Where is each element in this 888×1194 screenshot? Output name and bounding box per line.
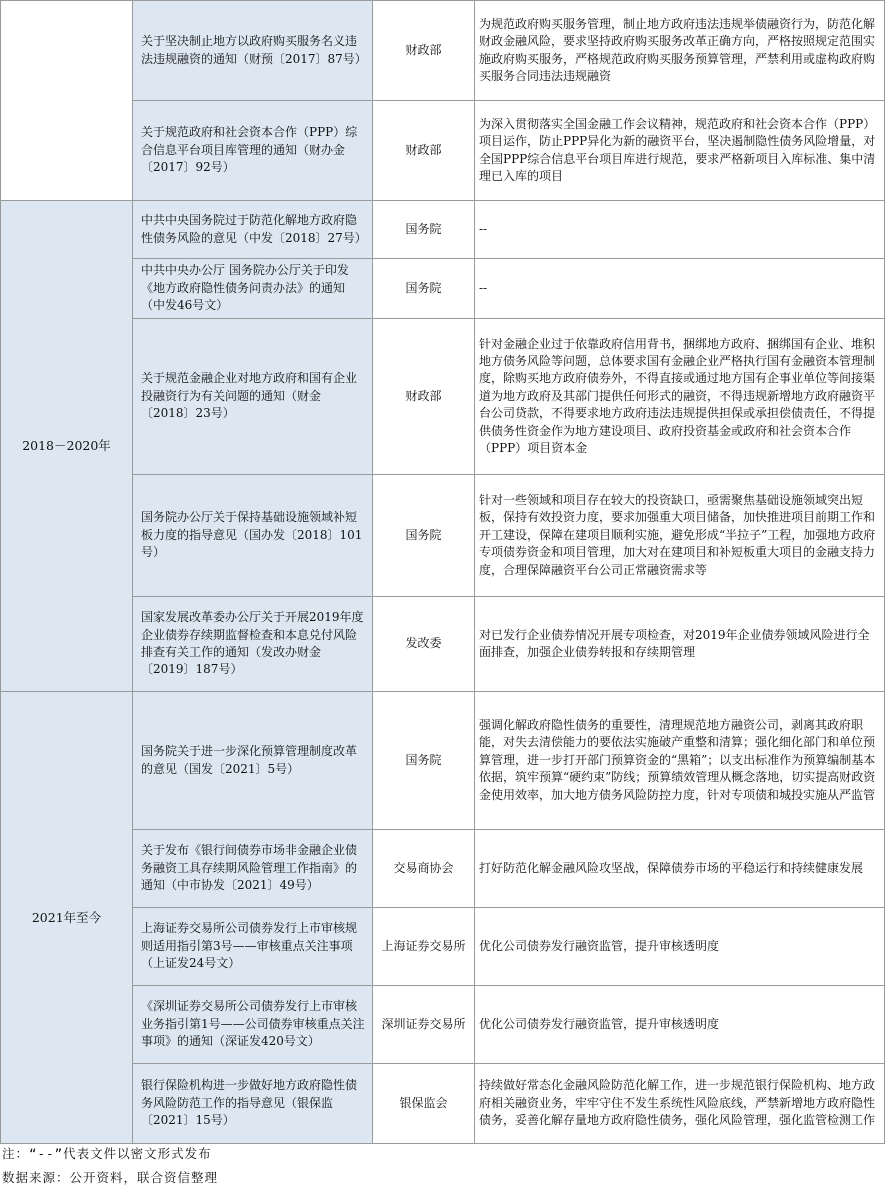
doc-title-cell: 国家发展改革委办公厅关于开展2019年度企业债券存续期监督检查和本息兑付风险排查有关工作的通知（发改办财金〔2019〕187号） bbox=[133, 597, 373, 692]
dept-cell: 发改委 bbox=[373, 597, 475, 692]
table-row bbox=[1, 319, 885, 475]
dept-cell: 深圳证券交易所 bbox=[373, 986, 475, 1064]
footnote: 注：“--”代表文件以密文形式发布 bbox=[2, 1146, 212, 1161]
source-note: 数据来源：公开资料，联合资信整理 bbox=[2, 1170, 219, 1185]
desc-cell: 打好防范化解金融风险攻坚战，保障债券市场的平稳运行和持续健康发展 bbox=[475, 830, 885, 908]
table-row bbox=[1, 908, 885, 986]
period-cell: 2021年至今 bbox=[1, 692, 133, 1144]
desc-cell: 优化公司债券发行融资监管，提升审核透明度 bbox=[475, 908, 885, 986]
doc-title-cell: 银行保险机构进一步做好地方政府隐性债务风险防范工作的指导意见（银保监〔2021〕15号） bbox=[133, 1064, 373, 1144]
dept-cell: 上海证券交易所 bbox=[373, 908, 475, 986]
table-row bbox=[1, 201, 885, 259]
dept-cell: 交易商协会 bbox=[373, 830, 475, 908]
desc-cell: 为规范政府购买服务管理，制止地方政府违法违规举债融资行为，防范化解财政金融风险，要求坚持政府购买服务改革正确方向，严格按照规定范围实施政府购买服务，严格规范政府购买服务预算管理，严禁利用或虚构政府购买服务合同违法违规融资 bbox=[475, 1, 885, 101]
doc-title-cell: 国务院关于进一步深化预算管理制度改革的意见（国发〔2021〕5号） bbox=[133, 692, 373, 830]
desc-cell: 针对金融企业过于依靠政府信用背书，捆绑地方政府、捆绑国有企业、堆积地方债务风险等问题，总体要求国有金融企业严格执行国有金融资本管理制度，除购买地方政府债券外，不得直接或通过地方国有企事业单位等间接渠道为地方政府及其部门提供任何形式的融资，不得违规新增地方政府融资平台公司贷款，不得要求地方政府违法违规提供担保或承担偿债责任，不得提供债务性资金作为地方建设项目、政府投资基金或政府和社会资本合作（PPP）项目资本金 bbox=[475, 319, 885, 475]
desc-cell: 对已发行企业债券情况开展专项检查，对2019年企业债券领域风险进行全面排查，加强企业债券转报和存续期管理 bbox=[475, 597, 885, 692]
table-row bbox=[1, 830, 885, 908]
desc-cell: 为深入贯彻落实全国金融工作会议精神，规范政府和社会资本合作（PPP）项目运作，防止PPP异化为新的融资平台，坚决遏制隐性债务风险增量，对全国PPP综合信息平台项目库进行规范，要求严格新项目入库标准、集中清理已入库的项目 bbox=[475, 101, 885, 201]
dept-cell: 银保监会 bbox=[373, 1064, 475, 1144]
doc-title-cell: 关于坚决制止地方以政府购买服务名义违法违规融资的通知（财预〔2017〕87号） bbox=[133, 1, 373, 101]
dept-cell: 国务院 bbox=[373, 692, 475, 830]
doc-title-cell: 国务院办公厅关于保持基础设施领域补短板力度的指导意见（国办发〔2018〕101号） bbox=[133, 475, 373, 597]
table-row bbox=[1, 259, 885, 319]
dept-cell: 国务院 bbox=[373, 259, 475, 319]
desc-cell: -- bbox=[475, 259, 885, 319]
doc-title-cell: 关于规范金融企业对地方政府和国有企业投融资行为有关问题的通知（财金〔2018〕23号） bbox=[133, 319, 373, 475]
table-row bbox=[1, 101, 885, 201]
table-row bbox=[1, 1, 885, 101]
table-row bbox=[1, 475, 885, 597]
desc-cell: 持续做好常态化金融风险防范化解工作，进一步规范银行保险机构、地方政府相关融资业务，牢牢守住不发生系统性风险底线，严禁新增地方政府隐性债务，妥善化解存量地方政府隐性债务，强化风险管理，强化监管检测工作 bbox=[475, 1064, 885, 1144]
doc-title-cell: 上海证券交易所公司债券发行上市审核规则适用指引第3号——审核重点关注事项（上证发24号文） bbox=[133, 908, 373, 986]
doc-title-cell: 中共中央办公厅 国务院办公厅关于印发《地方政府隐性债务问责办法》的通知（中发46号文） bbox=[133, 259, 373, 319]
desc-cell: 针对一些领域和项目存在较大的投资缺口，亟需聚焦基础设施领域突出短板，保持有效投资力度，要求加强重大项目储备，加快推进项目前期工作和开工建设，保障在建项目顺利实施，避免形成“半拉子”工程，加强地方政府专项债券资金和项目管理，加大对在建项目和补短板重大项目的金融支持力度，合理保障融资平台公司正常融资需求等 bbox=[475, 475, 885, 597]
dept-cell: 财政部 bbox=[373, 319, 475, 475]
table-row bbox=[1, 1064, 885, 1144]
table-row bbox=[1, 986, 885, 1064]
desc-cell: -- bbox=[475, 201, 885, 259]
doc-title-cell: 中共中央国务院过于防范化解地方政府隐性债务风险的意见（中发〔2018〕27号） bbox=[133, 201, 373, 259]
doc-title-cell: 《深圳证券交易所公司债券发行上市审核业务指引第1号——公司债券审核重点关注事项》的通知（深证发420号文） bbox=[133, 986, 373, 1064]
doc-title-cell: 关于规范政府和社会资本合作（PPP）综合信息平台项目库管理的通知（财办金〔2017〕92号） bbox=[133, 101, 373, 201]
desc-cell: 优化公司债券发行融资监管，提升审核透明度 bbox=[475, 986, 885, 1064]
table-row bbox=[1, 597, 885, 692]
period-cell-2017 bbox=[1, 1, 133, 201]
desc-cell: 强调化解政府隐性债务的重要性，清理规范地方融资公司，剥离其政府职能，对失去清偿能力的要依法实施破产重整和清算；强化细化部门和单位预算管理，进一步打开部门预算资金的“黑箱”；以支出标准作为预算编制基本依据，筑牢预算“硬约束”防线；预算绩效管理从概念落地，切实提高财政资金使用效率，加大地方债务风险防控力度，针对专项债和城投实施从严监管 bbox=[475, 692, 885, 830]
dept-cell: 国务院 bbox=[373, 475, 475, 597]
period-cell: 2018－2020年 bbox=[1, 201, 133, 692]
dept-cell: 财政部 bbox=[373, 1, 475, 101]
doc-title-cell: 关于发布《银行间债券市场非金融企业债务融资工具存续期风险管理工作指南》的通知（中市协发〔2021〕49号） bbox=[133, 830, 373, 908]
dept-cell: 财政部 bbox=[373, 101, 475, 201]
table-row bbox=[1, 692, 885, 830]
dept-cell: 国务院 bbox=[373, 201, 475, 259]
